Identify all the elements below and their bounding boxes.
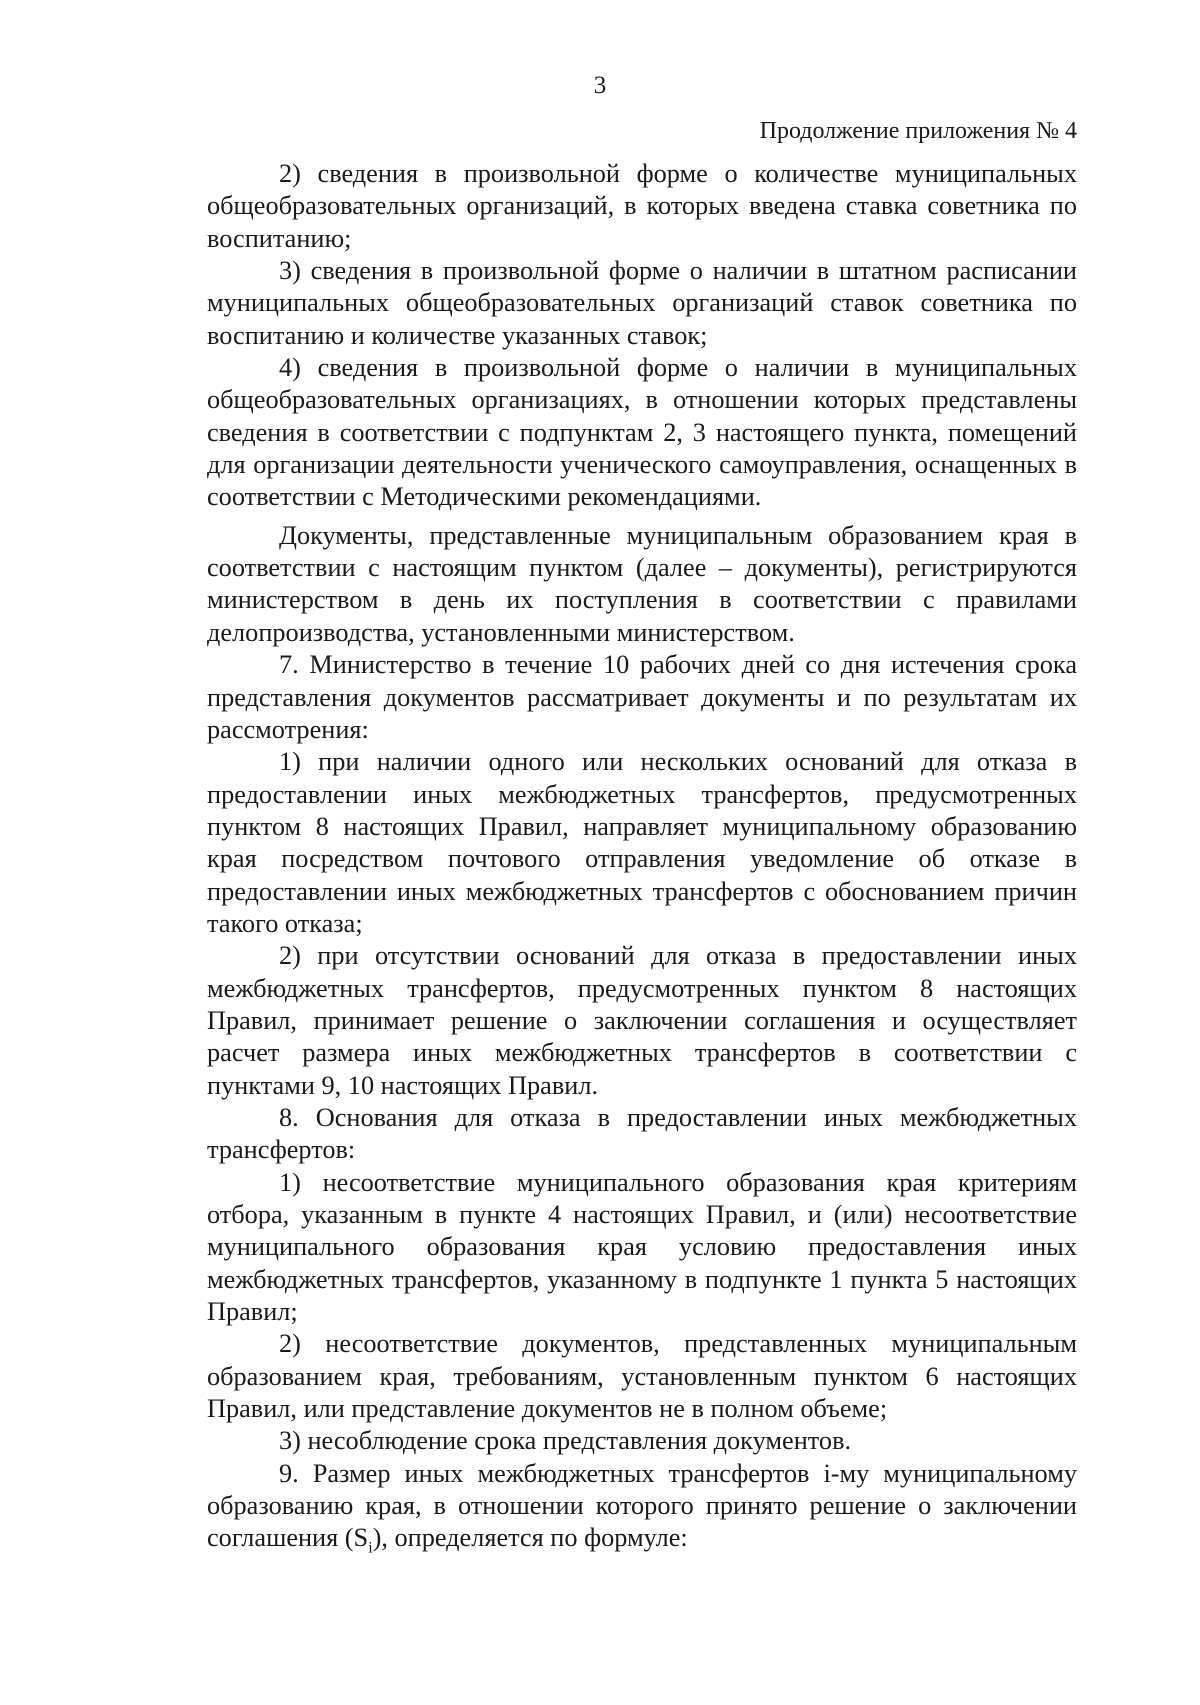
- paragraph-clause-8-item-2: 2) несоответствие документов, представленных муниципальным образованием края, требованиям, установленным пунктом 6 настоящих Правил, или представление документов не в полном объеме;: [207, 1329, 1077, 1424]
- paragraph-item-3: 3) сведения в произвольной форме о наличии в штатном расписании муниципальных общеобразовательных организаций ставок советника по воспитанию и количестве указанных ставок;: [207, 256, 1077, 350]
- clause-9-tail: ), определяется по формуле:: [372, 1523, 688, 1553]
- paragraph-documents-registration: Документы, представленные муниципальным образованием края в соответствии с настоящим пунктом (далее – документы), регистрируются министерством в день их поступления в соответствии с правилами делопроизводства, установленными министерством.: [207, 520, 1077, 647]
- paragraph-clause-8: 8. Основания для отказа в предоставлении иных межбюджетных трансфертов:: [207, 1102, 1077, 1165]
- page-number: 3: [593, 72, 607, 99]
- paragraph-clause-7-item-2: 2) при отсутствии оснований для отказа в предоставлении иных межбюджетных трансфертов, предусмотренных пунктом 8 настоящих Правил, принимает решение о заключении соглашения и осуществляет расчет размера иных межбюджетных трансфертов в соответствии с пунктами 9, 10 настоящих Правил.: [207, 941, 1077, 1100]
- paragraph-clause-7: 7. Министерство в течение 10 рабочих дней со дня истечения срока представления документов рассматривает документы и по результатам их рассмотрения:: [207, 650, 1077, 744]
- subscript-i: i: [368, 1539, 373, 1557]
- document-body: [207, 158, 1077, 1555]
- paragraph-item-2: 2) сведения в произвольной форме о количестве муниципальных общеобразовательных организаций, в которых введена ставка советника по воспитанию;: [207, 159, 1077, 253]
- paragraph-clause-8-item-1: 1) несоответствие муниципального образования края критериям отбора, указанным в пункте 4 настоящих Правил, и (или) несоответствие муниципального образования края условию предоставления иных межбюджетных трансфертов, указанному в подпункте 1 пункта 5 настоящих Правил;: [207, 1167, 1077, 1327]
- paragraph-clause-7-item-1: 1) при наличии одного или нескольких оснований для отказа в предоставлении иных межбюджетных трансфертов, предусмотренных пунктом 8 настоящих Правил, направляет муниципальному образованию края посредством почтового отправления уведомление об отказе в предоставлении иных межбюджетных трансфертов с обоснованием причин такого отказа;: [207, 747, 1077, 938]
- paragraph-clause-8-item-3: 3) несоблюдение срока представления документов.: [279, 1426, 852, 1456]
- paragraph-clause-9: [207, 1458, 1077, 1555]
- appendix-note: Продолжение приложения № 4: [759, 118, 1077, 144]
- paragraph-item-4: 4) сведения в произвольной форме о наличии в муниципальных общеобразовательных организациях, в отношении которых представлены сведения в соответствии с подпунктам 2, 3 настоящего пункта, помещений для организации деятельности ученического самоуправления, оснащенных в соответствии с Методическими рекомендациями.: [207, 353, 1077, 512]
- clause-9-text: 9. Размер иных межбюджетных трансфертов i-му муниципальному образованию края, в отношении которого принято решение о заключении соглашения (S: [207, 1458, 1077, 1553]
